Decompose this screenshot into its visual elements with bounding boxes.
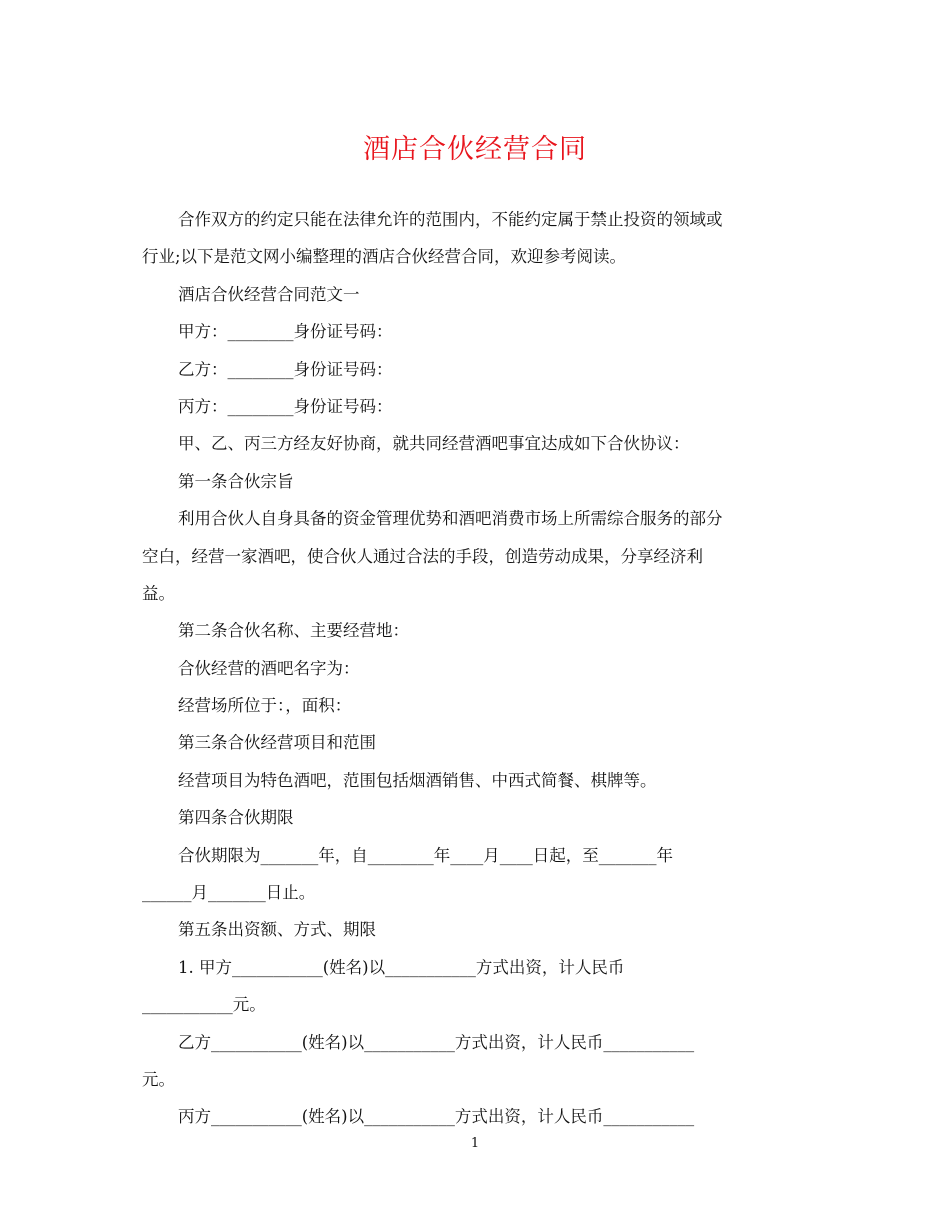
party-line: 乙方：________身份证号码： bbox=[178, 359, 393, 379]
paragraph-line: 经营项目为特色酒吧，范围包括烟酒销售、中西式简餐、棋牌等。 bbox=[178, 770, 657, 790]
party-line: 甲方：________身份证号码： bbox=[178, 322, 393, 342]
party-line: 丙方：________身份证号码： bbox=[178, 396, 393, 416]
paragraph-line: 元。 bbox=[142, 1069, 175, 1089]
section-heading: 酒店合伙经营合同范文一 bbox=[178, 284, 360, 304]
clause-heading: 第一条合伙宗旨 bbox=[178, 471, 294, 491]
paragraph-line: ______月_______日止。 bbox=[142, 883, 316, 903]
paragraph-line: 利用合伙人自身具备的资金管理优势和酒吧消费市场上所需综合服务的部分 bbox=[178, 509, 723, 529]
paragraph-line: 乙方___________(姓名)以___________方式出资，计人民币___________ bbox=[178, 1032, 695, 1052]
paragraph-line: 行业;以下是范文网小编整理的酒店合伙经营合同，欢迎参考阅读。 bbox=[142, 247, 627, 267]
page-number: 1 bbox=[470, 1136, 480, 1151]
clause-heading: 第三条合伙经营项目和范围 bbox=[178, 733, 376, 753]
clause-heading: 第四条合伙期限 bbox=[178, 808, 294, 828]
paragraph-line: 丙方___________(姓名)以___________方式出资，计人民币___________ bbox=[178, 1107, 695, 1127]
paragraph-line: 益。 bbox=[142, 583, 175, 603]
clause-heading: 第五条出资额、方式、期限 bbox=[178, 920, 376, 940]
document-title: 酒店合伙经营合同 bbox=[363, 134, 587, 165]
paragraph-line: 经营场所位于：，面积： bbox=[178, 696, 352, 716]
paragraph-line: 合伙经营的酒吧名字为： bbox=[178, 658, 360, 678]
paragraph-line: 空白，经营一家酒吧，使合伙人通过合法的手段，创造劳动成果，分享经济利 bbox=[142, 546, 703, 566]
paragraph-line: 合作双方的约定只能在法律允许的范围内，不能约定属于禁止投资的领域或 bbox=[178, 210, 723, 229]
paragraph-line: ___________元。 bbox=[142, 995, 266, 1015]
clause-heading: 第二条合伙名称、主要经营地： bbox=[178, 621, 409, 641]
document-body bbox=[142, 207, 794, 1142]
paragraph-line: 甲、乙、丙三方经友好协商，就共同经营酒吧事宜达成如下合伙协议： bbox=[178, 434, 690, 454]
paragraph-line: 1. 甲方___________(姓名)以___________方式出资，计人民币 bbox=[178, 957, 625, 977]
paragraph-line: 合伙期限为_______年，自________年____月____日起，至_______年 bbox=[178, 845, 673, 865]
